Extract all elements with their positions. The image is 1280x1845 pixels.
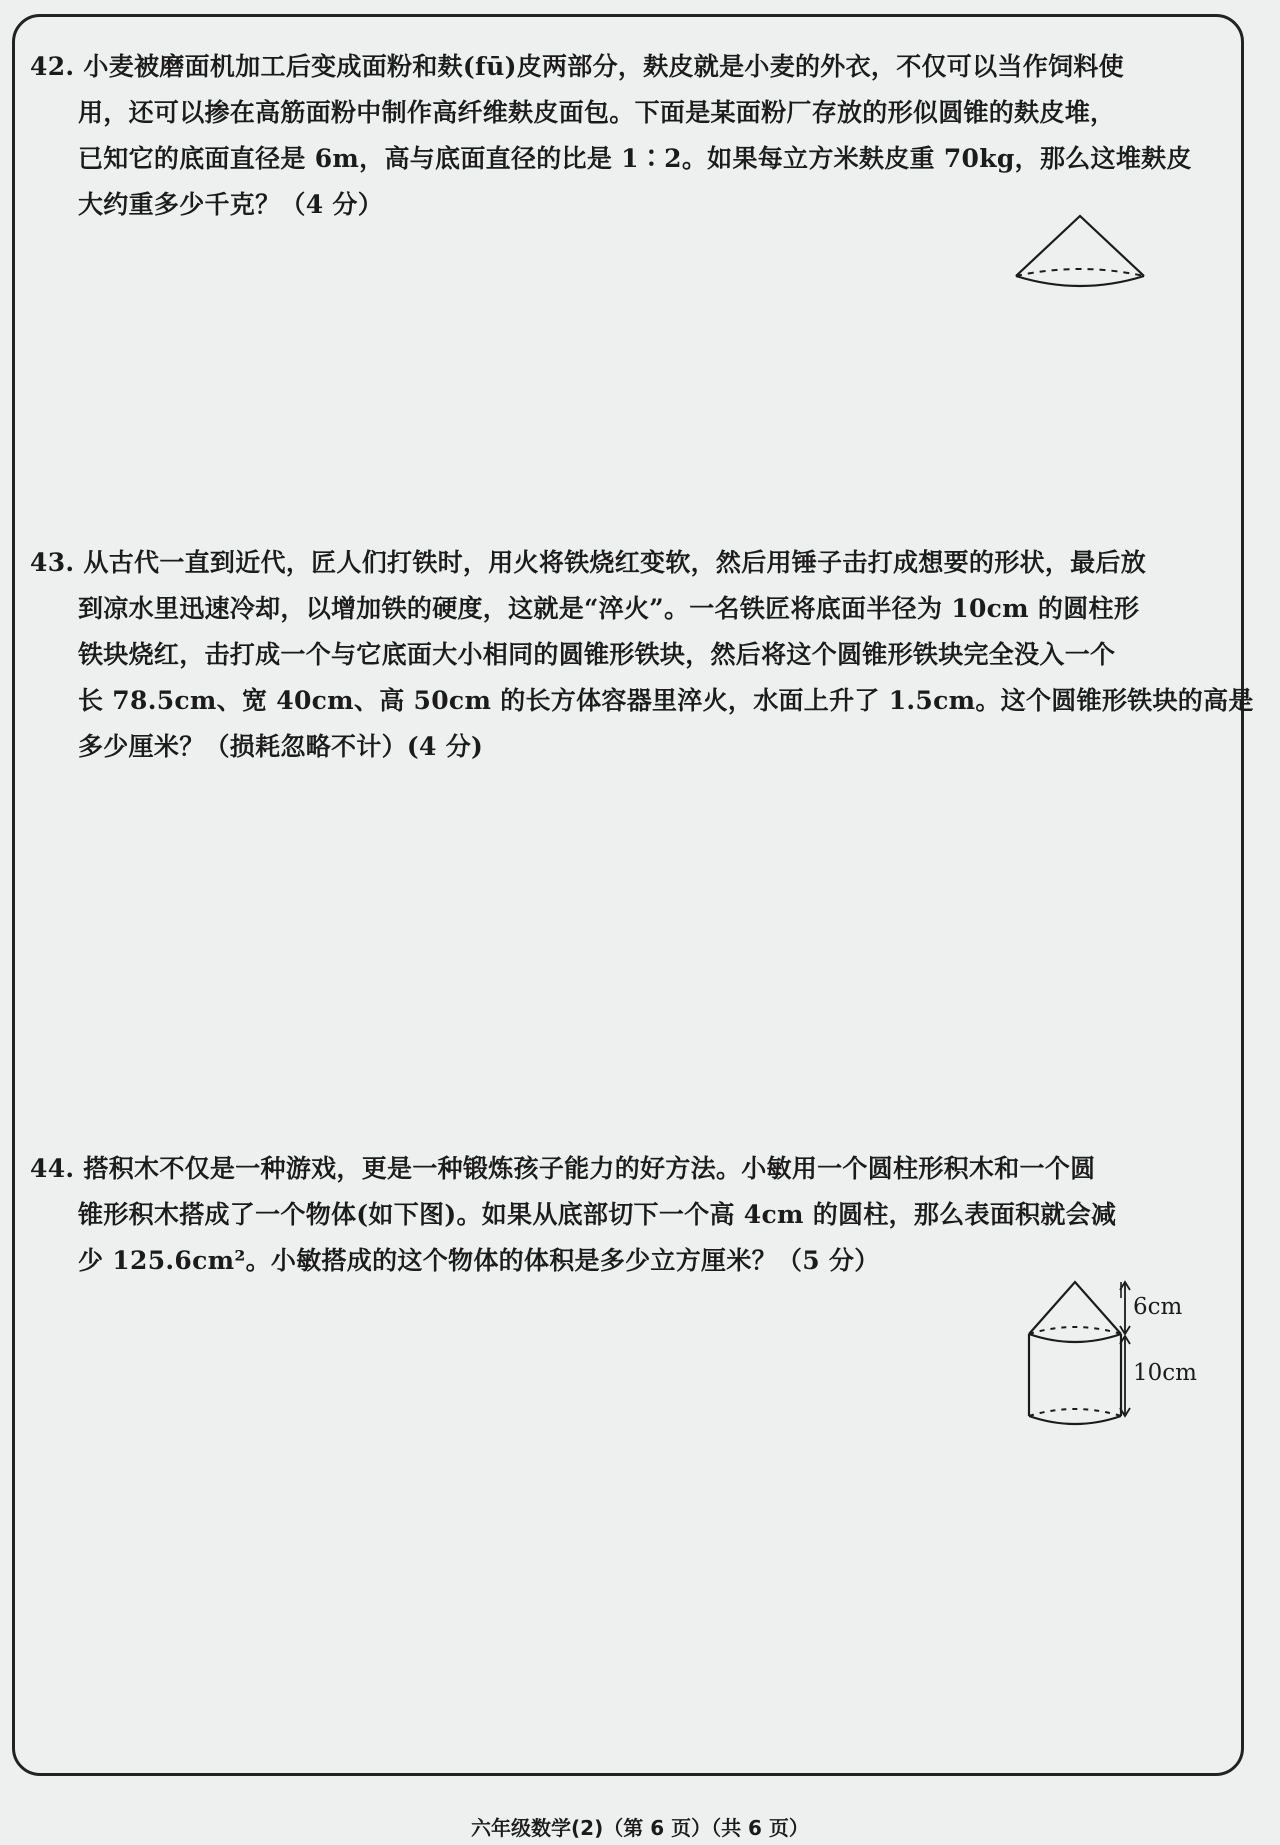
question-44-line-1 <box>30 1146 1235 1192</box>
question-43-line-5: 多少厘米？（损耗忽略不计）(4 分) <box>78 732 484 761</box>
page-footer: 六年级数学(2)（第 6 页）（共 6 页） <box>471 1816 809 1840</box>
question-44 <box>30 1146 1235 1284</box>
question-44-number: 44. <box>30 1154 75 1183</box>
question-43-text-1: 从古代一直到近代，匠人们打铁时，用火将铁烧红变软，然后用锤子击打成想要的形状，最后放 <box>83 548 1147 577</box>
question-42-line-1 <box>30 44 1235 90</box>
cylinder-bottom-front-arc <box>1029 1416 1121 1424</box>
cylinder-top-back-arc <box>1029 1327 1121 1334</box>
question-43-line-2: 到凉水里迅速冷却，以增加铁的硬度，这就是“淬火”。一名铁匠将底面半径为 10cm 的圆柱形 <box>78 594 1140 623</box>
question-42-text-1: 小麦被磨面机加工后变成面粉和麸(fū)皮两部分，麸皮就是小麦的外衣，不仅可以当作饲料使 <box>83 52 1124 81</box>
cylinder-bottom-back-arc <box>1029 1409 1121 1416</box>
question-43 <box>30 540 1254 770</box>
question-42-line-3: 已知它的底面直径是 6m，高与底面直径的比是 1∶2。如果每立方米麸皮重 70kg，那么这堆麸皮 <box>78 144 1192 173</box>
question-43-line-4: 长 78.5cm、宽 40cm、高 50cm 的长方体容器里淬火，水面上升了 1.5cm。这个圆锥形铁块的高是 <box>78 686 1254 715</box>
cone-base-back-arc <box>1016 269 1144 276</box>
question-43-line-1 <box>30 540 1235 586</box>
cylinder-top-front-arc <box>1029 1334 1121 1342</box>
question-42-line-4: 大约重多少千克？（4 分） <box>78 190 383 219</box>
question-44-line-3: 少 125.6cm²。小敏搭成的这个物体的体积是多少立方厘米？（5 分） <box>78 1246 880 1275</box>
cone-bran-pile-figure <box>1010 210 1150 300</box>
question-43-number: 43. <box>30 548 75 577</box>
question-44-line-2: 锥形积木搭成了一个物体(如下图)。如果从底部切下一个高 4cm 的圆柱，那么表面积就会减 <box>78 1200 1117 1229</box>
cylinder-cone-block-figure <box>1015 1276 1215 1436</box>
question-42-line-2: 用，还可以掺在高筋面粉中制作高纤维麸皮面包。下面是某面粉厂存放的形似圆锥的麸皮堆， <box>78 98 1116 127</box>
question-42-number: 42. <box>30 52 75 81</box>
cone-side-lines <box>1016 216 1144 276</box>
question-44-text-1: 搭积木不仅是一种游戏，更是一种锻炼孩子能力的好方法。小敏用一个圆柱形积木和一个圆 <box>83 1154 1096 1183</box>
question-42 <box>30 44 1235 228</box>
cone-base-front-arc <box>1016 276 1144 286</box>
cylinder-height-label: 10cm <box>1133 1360 1197 1386</box>
cone-height-label: 6cm <box>1133 1294 1183 1320</box>
question-43-line-3: 铁块烧红，击打成一个与它底面大小相同的圆锥形铁块，然后将这个圆锥形铁块完全没入一个 <box>78 640 1116 669</box>
